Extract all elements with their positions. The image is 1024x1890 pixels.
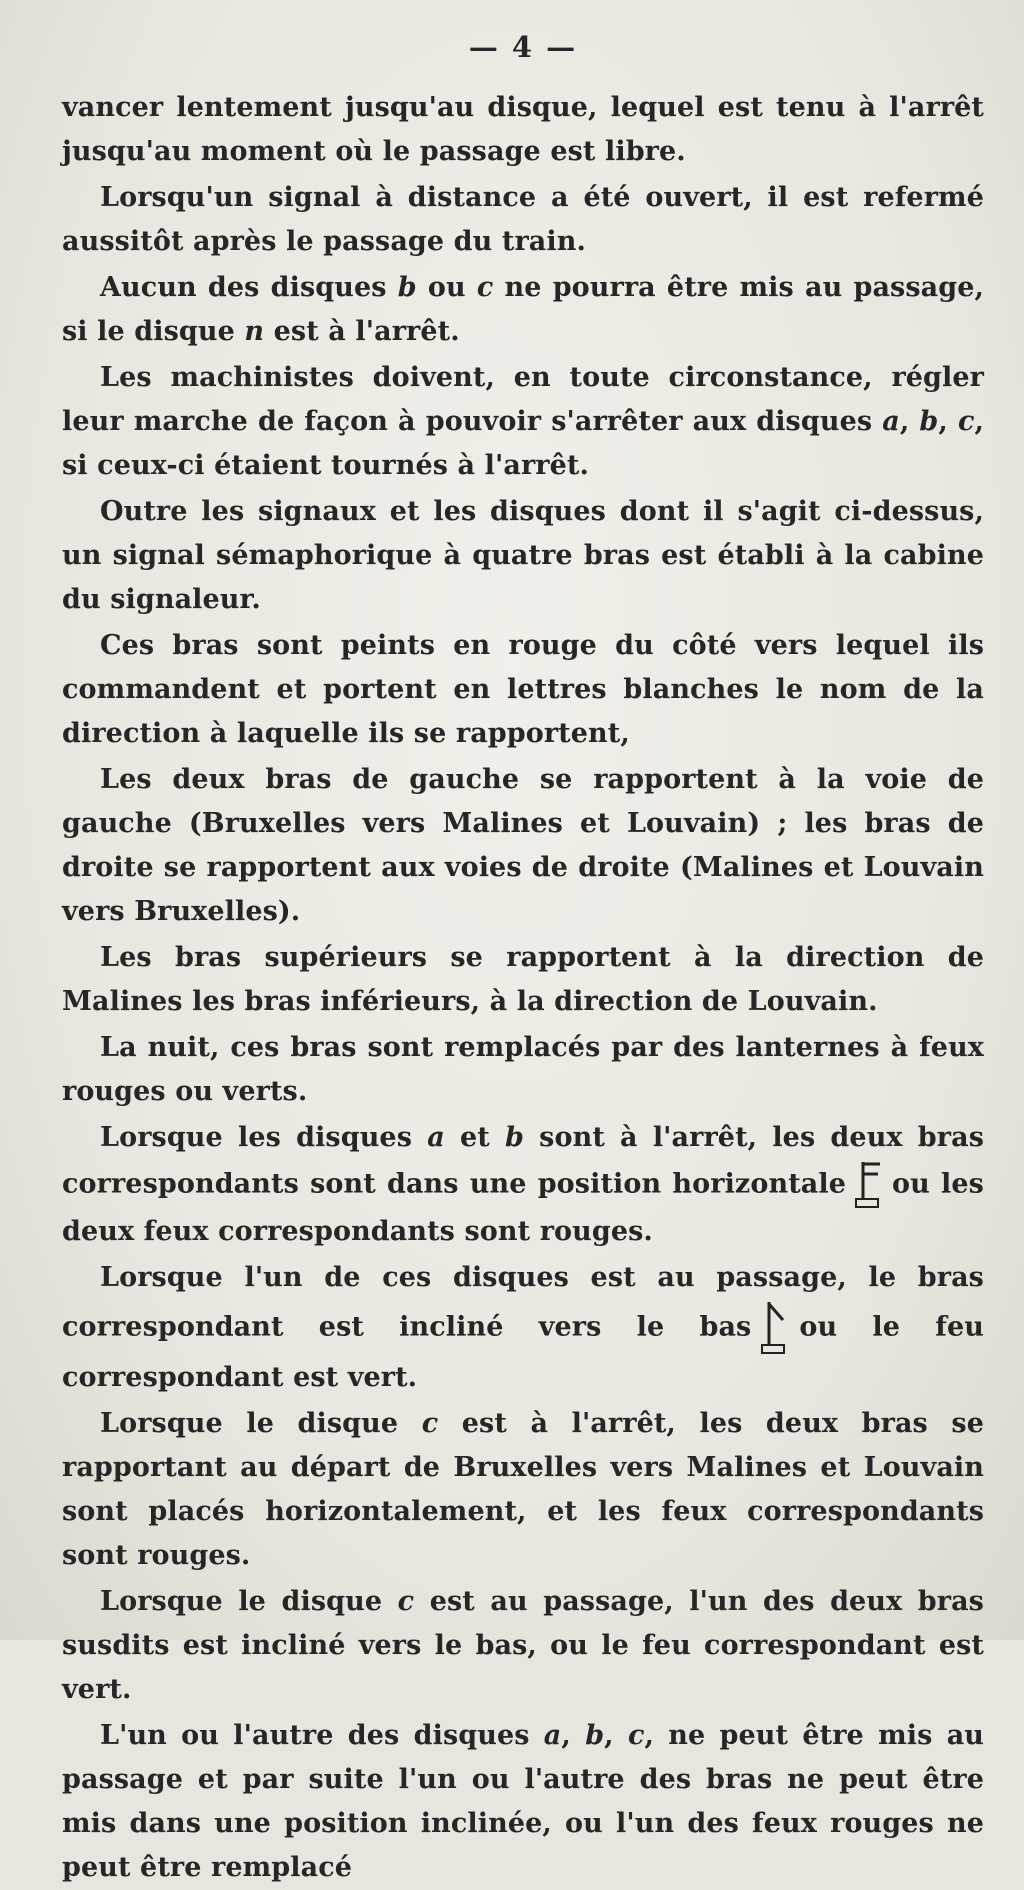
paragraph-6 — [62, 624, 984, 756]
paragraph-text: Lorsqu'un signal à distance a été ouvert, il est refermé aussitôt après le passage du train. — [62, 182, 984, 257]
disc-letter: c — [397, 1586, 415, 1617]
paragraph-13 — [62, 1580, 984, 1712]
paragraph-text: , si ceux-ci étaient tournés à l'arrêt. — [62, 406, 985, 481]
paragraph-text: Les bras supérieurs se rapportent à la direction de Malines les bras inférieurs, à la direction de Louvain. — [62, 942, 984, 1017]
paragraph-text: vancer lentement jusqu'au disque, lequel est tenu à l'arrêt jusqu'au moment où le passage est libre. — [62, 92, 984, 167]
paragraph-text: L'un ou l'autre des disques — [100, 1720, 544, 1751]
paragraph-text: Lorsque les disques — [100, 1122, 428, 1153]
paragraph-text: Lorsque le disque — [100, 1586, 398, 1617]
paragraph-14 — [62, 1714, 984, 1890]
paragraph-text: ou les deux feux correspondants sont rouges. — [62, 1168, 984, 1247]
disc-letter: c — [957, 406, 975, 437]
paragraph-9 — [62, 1026, 984, 1114]
paragraph-text: Outre les signaux et les disques dont il s'agit ci-dessus, un signal sémaphorique à quatre bras est établi à la cabine du signaleur. — [62, 496, 984, 615]
paragraph-text: ne pourra être mis au passage, si le disque — [62, 272, 984, 347]
paragraph-7 — [62, 758, 984, 934]
paragraph-text: , ne peut être mis au passage et par suite l'un ou l'autre des bras ne peut être mis dans une position inclinée, ou l'un des feux rouges ne peut être remplacé — [62, 1720, 985, 1883]
disc-letter: c — [421, 1408, 439, 1439]
paragraph-text: Ces bras sont peints en rouge du côté vers lequel ils commandent et portent en lettres blanches le nom de la direction à laquelle ils se rapportent, — [62, 630, 984, 749]
paragraph-text: La nuit, ces bras sont remplacés par des lanternes à feux rouges ou verts. — [62, 1032, 984, 1107]
paragraph-text: Les deux bras de gauche se rapportent à la voie de gauche (Bruxelles vers Malines et Louvain) ; les bras de droite se rapportent aux voies de droite (Malines et Louvain vers Bruxelles). — [62, 764, 984, 927]
paragraph-2 — [62, 176, 984, 264]
paragraph-3 — [62, 266, 984, 354]
disc-letter: b — [397, 272, 417, 303]
paragraph-text: est à l'arrêt, les deux bras se rapportant au départ de Bruxelles vers Malines et Louvain sont placés horizontalement, et les feux correspondants sont rouges. — [62, 1408, 984, 1571]
paragraph-text: est à l'arrêt. — [264, 316, 460, 347]
paragraph-text: Les machinistes doivent, en toute circonstance, régler leur marche de façon à pouvoir s'arrêter aux disques — [62, 362, 984, 437]
semaphore-inclined-arm-icon — [759, 1300, 791, 1356]
paragraph-text: sont à l'arrêt, les deux bras correspondants sont dans une position horizontale — [62, 1122, 984, 1200]
paragraph-text: est au passage, l'un des deux bras susdits est incliné vers le bas, ou le feu correspondant est vert. — [62, 1586, 984, 1705]
paragraph-4 — [62, 356, 984, 488]
paragraph-10 — [62, 1116, 984, 1254]
paragraph-11 — [62, 1256, 984, 1400]
paragraph-1 — [62, 86, 984, 174]
paragraph-text: , — [938, 406, 958, 437]
paragraph-8 — [62, 936, 984, 1024]
disc-letter: b — [919, 406, 939, 437]
paragraph-5 — [62, 490, 984, 622]
page-number: — 4 — — [468, 30, 578, 64]
paragraph-text: , — [604, 1720, 628, 1751]
paragraph-text: et — [444, 1122, 506, 1153]
disc-letter: a — [882, 406, 900, 437]
disc-letter: b — [585, 1720, 605, 1751]
disc-letter: a — [427, 1122, 445, 1153]
paragraph-text: Lorsque l'un de ces disques est au passage, le bras correspondant est incliné vers le bas — [62, 1262, 984, 1343]
semaphore-horizontal-arm-icon — [854, 1160, 884, 1210]
paragraph-text: ou le feu correspondant est vert. — [62, 1311, 984, 1393]
disc-letter: b — [505, 1122, 524, 1153]
disc-letter: c — [476, 272, 494, 303]
disc-letter: a — [543, 1720, 562, 1751]
disc-letter: c — [627, 1720, 645, 1751]
paragraph-12 — [62, 1402, 984, 1578]
paragraph-text: , — [899, 406, 920, 437]
paragraph-text: Lorsque le disque — [100, 1408, 422, 1439]
disc-letter: n — [244, 316, 265, 347]
paragraph-text: ou — [416, 272, 477, 303]
paragraph-text: Aucun des disques — [100, 272, 398, 303]
paragraph-text: , — [561, 1720, 586, 1751]
